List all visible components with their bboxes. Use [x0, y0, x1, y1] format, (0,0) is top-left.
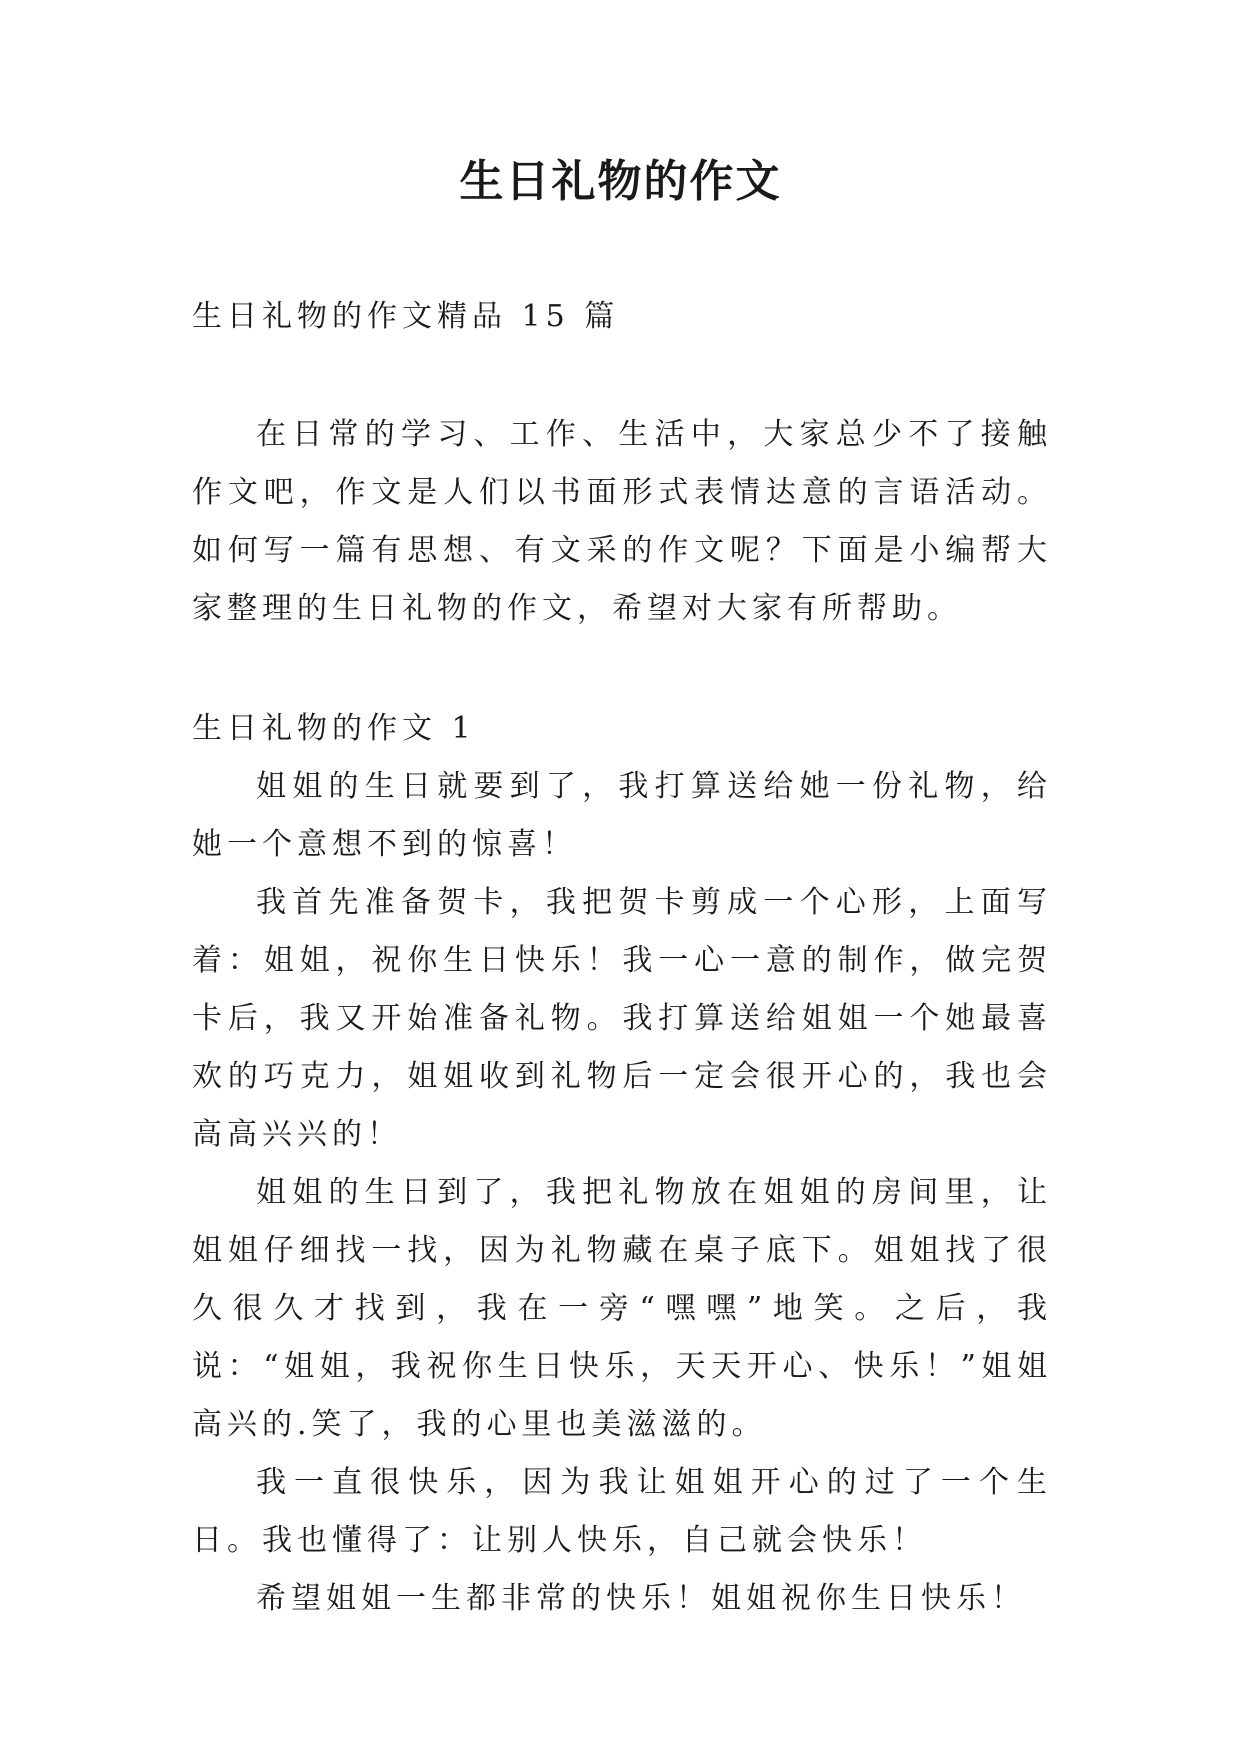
- body-paragraph: 希望姐姐一生都非常的快乐！姐姐祝你生日快乐！: [256, 1581, 1026, 1616]
- document-subtitle: 生日礼物的作文精品 15 篇: [192, 299, 620, 334]
- document-title: 生日礼物的作文: [459, 156, 782, 207]
- body-paragraph: 姐姐的生日到了，我把礼物放在姐姐的房间里，让姐姐仔细找一找，因为礼物藏在桌子底下。姐姐找了很久很久才找到，我在一旁“嘿嘿”地笑。之后，我说：“姐姐，我祝你生日快乐，天天开心、快乐！”姐姐高兴的.笑了，我的心里也美滋滋的。: [192, 1175, 1052, 1442]
- body-paragraph: 我一直很快乐，因为我让姐姐开心的过了一个生日。我也懂得了：让别人快乐，自己就会快乐！: [192, 1465, 1052, 1558]
- body-paragraph: 我首先准备贺卡，我把贺卡剪成一个心形，上面写着：姐姐，祝你生日快乐！我一心一意的制作，做完贺卡后，我又开始准备礼物。我打算送给姐姐一个她最喜欢的巧克力，姐姐收到礼物后一定会很开心的，我也会高高兴兴的！: [192, 885, 1052, 1152]
- body-paragraph: 姐姐的生日就要到了，我打算送给她一份礼物，给她一个意想不到的惊喜！: [192, 769, 1052, 862]
- intro-paragraph: 在日常的学习、工作、生活中，大家总少不了接触作文吧，作文是人们以书面形式表情达意的言语活动。如何写一篇有思想、有文采的作文呢？下面是小编帮大家整理的生日礼物的作文，希望对大家有所帮助。: [192, 417, 1052, 626]
- section-heading: 生日礼物的作文 1: [192, 711, 476, 746]
- document-body: [192, 288, 1052, 1628]
